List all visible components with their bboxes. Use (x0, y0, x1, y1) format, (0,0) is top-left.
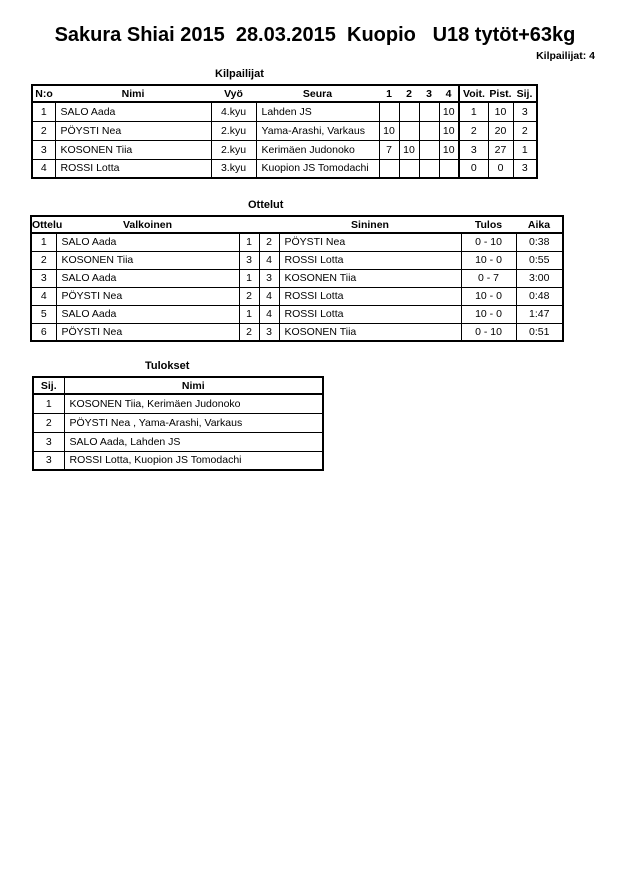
col-header-name: Nimi (64, 377, 323, 394)
result-row (33, 413, 323, 432)
white-competitor-number: 2 (239, 287, 259, 305)
match-number: 4 (31, 287, 56, 305)
blue-competitor: ROSSI Lotta (279, 251, 461, 269)
result-name: PÖYSTI Nea , Yama-Arashi, Varkaus (64, 413, 323, 432)
match-row (31, 287, 563, 305)
competitor-row (32, 159, 537, 178)
competitor-points: 10 (488, 102, 513, 121)
col-header-blue: Sininen (279, 216, 461, 233)
competitor-points: 20 (488, 121, 513, 140)
match-time: 1:47 (516, 305, 563, 323)
competitor-wins: 1 (459, 102, 488, 121)
competitors-header-row (32, 85, 537, 102)
col-header-name: Nimi (55, 85, 211, 102)
competitor-club: Yama-Arashi, Varkaus (256, 121, 379, 140)
white-competitor: PÖYSTI Nea (56, 323, 239, 341)
col-header-m3: 3 (419, 85, 439, 102)
competitor-name: PÖYSTI Nea (55, 121, 211, 140)
competitor-row (32, 140, 537, 159)
match-score-1 (379, 102, 399, 121)
white-competitor: SALO Aada (56, 233, 239, 251)
match-score-2 (399, 159, 419, 178)
white-competitor-number: 1 (239, 233, 259, 251)
match-row (31, 269, 563, 287)
match-score-2 (399, 102, 419, 121)
competitor-name: SALO Aada (55, 102, 211, 121)
white-competitor: SALO Aada (56, 269, 239, 287)
matches-table (30, 215, 564, 342)
match-score-3 (419, 121, 439, 140)
competitor-name: KOSONEN Tiia (55, 140, 211, 159)
matches-header-row (31, 216, 563, 233)
match-result: 0 - 7 (461, 269, 516, 287)
competitor-club: Kuopion JS Tomodachi (256, 159, 379, 178)
competitor-place: 3 (513, 102, 537, 121)
match-result: 0 - 10 (461, 233, 516, 251)
competitor-points: 0 (488, 159, 513, 178)
match-row (31, 233, 563, 251)
match-score-1: 10 (379, 121, 399, 140)
col-header-no: N:o (32, 85, 55, 102)
result-place: 2 (33, 413, 64, 432)
match-score-1 (379, 159, 399, 178)
white-competitor-number: 3 (239, 251, 259, 269)
match-score-1: 7 (379, 140, 399, 159)
col-header-m4: 4 (439, 85, 459, 102)
competitor-row (32, 102, 537, 121)
result-place: 3 (33, 432, 64, 451)
col-header-place: Sij. (513, 85, 537, 102)
white-competitor-number: 2 (239, 323, 259, 341)
blue-competitor-number: 4 (259, 305, 279, 323)
match-result: 10 - 0 (461, 305, 516, 323)
competitors-caption: Kilpailijat (215, 68, 264, 80)
result-name: SALO Aada, Lahden JS (64, 432, 323, 451)
match-score-3 (419, 140, 439, 159)
match-number: 6 (31, 323, 56, 341)
blue-competitor-number: 4 (259, 251, 279, 269)
match-number: 5 (31, 305, 56, 323)
competitor-belt: 2.kyu (211, 121, 256, 140)
competitors-table (31, 84, 538, 179)
match-score-4 (439, 159, 459, 178)
blue-competitor: KOSONEN Tiia (279, 323, 461, 341)
blue-competitor-number: 3 (259, 269, 279, 287)
white-competitor: PÖYSTI Nea (56, 287, 239, 305)
competitor-belt: 3.kyu (211, 159, 256, 178)
match-row (31, 323, 563, 341)
competitor-place: 3 (513, 159, 537, 178)
col-header-blue-no (259, 216, 279, 233)
matches-caption: Ottelut (248, 199, 284, 211)
col-header-white-no (239, 216, 259, 233)
competitor-place: 2 (513, 121, 537, 140)
result-place: 3 (33, 451, 64, 470)
match-score-3 (419, 159, 439, 178)
col-header-m2: 2 (399, 85, 419, 102)
blue-competitor-number: 3 (259, 323, 279, 341)
col-header-time: Aika (516, 216, 563, 233)
col-header-m1: 1 (379, 85, 399, 102)
col-header-place: Sij. (33, 377, 64, 394)
competitor-count: Kilpailijat: 4 (536, 50, 595, 62)
result-name: KOSONEN Tiia, Kerimäen Judonoko (64, 394, 323, 413)
match-score-2: 10 (399, 140, 419, 159)
white-competitor-number: 1 (239, 305, 259, 323)
result-place: 1 (33, 394, 64, 413)
match-result: 10 - 0 (461, 251, 516, 269)
competitor-club: Kerimäen Judonoko (256, 140, 379, 159)
results-table (32, 376, 324, 471)
competitor-wins: 0 (459, 159, 488, 178)
match-result: 0 - 10 (461, 323, 516, 341)
competitor-points: 27 (488, 140, 513, 159)
match-number: 3 (31, 269, 56, 287)
competitor-number: 3 (32, 140, 55, 159)
col-header-points: Pist. (488, 85, 513, 102)
match-number: 2 (31, 251, 56, 269)
result-row (33, 394, 323, 413)
match-score-2 (399, 121, 419, 140)
competitor-wins: 3 (459, 140, 488, 159)
match-row (31, 251, 563, 269)
col-header-white: Valkoinen (56, 216, 239, 233)
blue-competitor-number: 4 (259, 287, 279, 305)
page-title: Sakura Shiai 2015 28.03.2015 Kuopio U18 tytöt+63kg (54, 24, 576, 46)
result-row (33, 451, 323, 470)
blue-competitor-number: 2 (259, 233, 279, 251)
result-row (33, 432, 323, 451)
competitor-name: ROSSI Lotta (55, 159, 211, 178)
blue-competitor: ROSSI Lotta (279, 287, 461, 305)
col-header-belt: Vyö (211, 85, 256, 102)
white-competitor: KOSONEN Tiia (56, 251, 239, 269)
competitor-belt: 4.kyu (211, 102, 256, 121)
match-time: 3:00 (516, 269, 563, 287)
match-row (31, 305, 563, 323)
competitor-row (32, 121, 537, 140)
result-name: ROSSI Lotta, Kuopion JS Tomodachi (64, 451, 323, 470)
white-competitor-number: 1 (239, 269, 259, 287)
blue-competitor: ROSSI Lotta (279, 305, 461, 323)
competitor-number: 2 (32, 121, 55, 140)
blue-competitor: PÖYSTI Nea (279, 233, 461, 251)
match-score-3 (419, 102, 439, 121)
competitor-place: 1 (513, 140, 537, 159)
results-caption: Tulokset (145, 360, 190, 372)
competitor-number: 4 (32, 159, 55, 178)
col-header-club: Seura (256, 85, 379, 102)
match-time: 0:51 (516, 323, 563, 341)
match-time: 0:55 (516, 251, 563, 269)
match-score-4: 10 (439, 102, 459, 121)
col-header-wins: Voit. (459, 85, 488, 102)
results-header-row (33, 377, 323, 394)
competitor-club: Lahden JS (256, 102, 379, 121)
match-number: 1 (31, 233, 56, 251)
col-header-result: Tulos (461, 216, 516, 233)
match-result: 10 - 0 (461, 287, 516, 305)
match-score-4: 10 (439, 121, 459, 140)
match-time: 0:48 (516, 287, 563, 305)
blue-competitor: KOSONEN Tiia (279, 269, 461, 287)
competitor-wins: 2 (459, 121, 488, 140)
match-time: 0:38 (516, 233, 563, 251)
match-score-4: 10 (439, 140, 459, 159)
col-header-match: Ottelu (31, 216, 56, 233)
competitor-belt: 2.kyu (211, 140, 256, 159)
competitor-number: 1 (32, 102, 55, 121)
white-competitor: SALO Aada (56, 305, 239, 323)
